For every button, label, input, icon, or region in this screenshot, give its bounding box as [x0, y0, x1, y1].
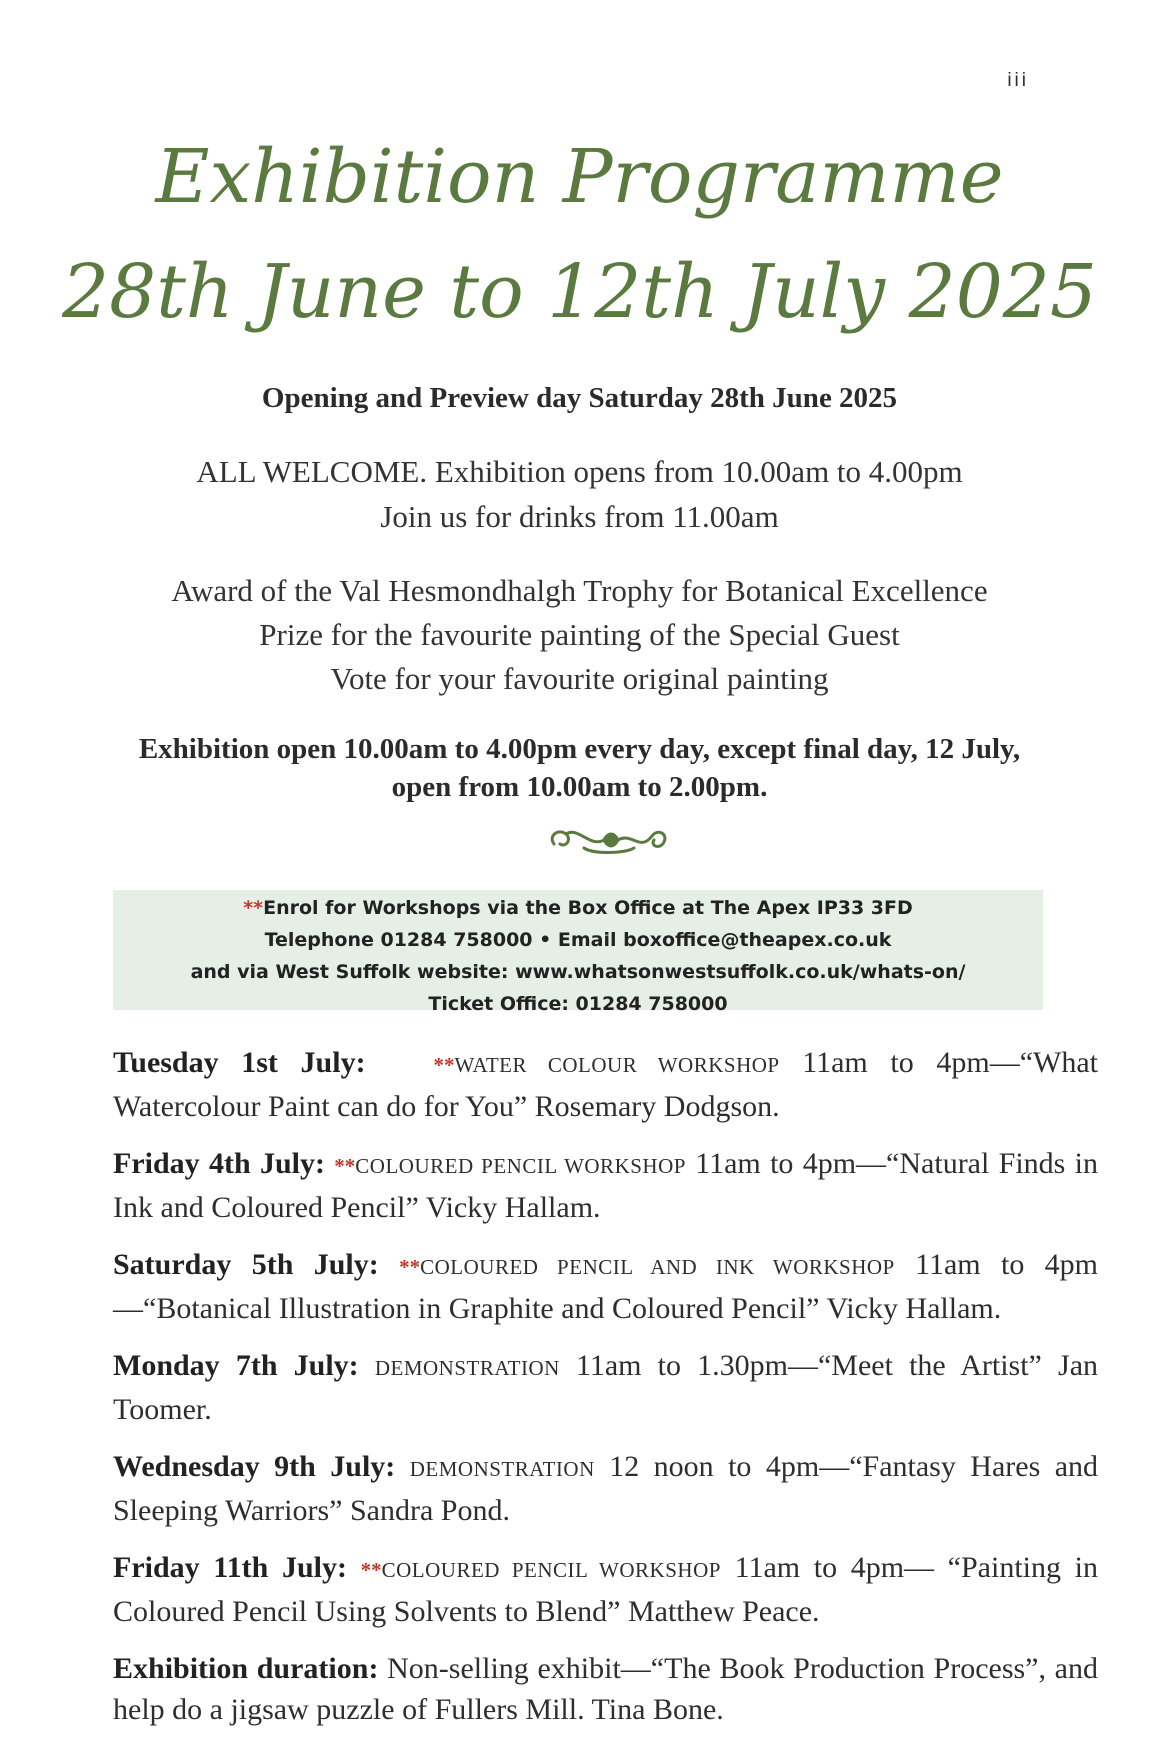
event-stars: ** — [433, 1053, 455, 1077]
event-stars: ** — [360, 1558, 382, 1582]
event-text: 11am to 4pm— “Painting in Coloured Pencil Using Solvents to Blend” Matthew Peace. — [113, 1551, 1098, 1628]
event-exhibition-duration — [113, 1648, 1098, 1730]
event-day: Friday 11th July: — [113, 1551, 347, 1584]
award-line-1: Award of the Val Hesmondhalgh Trophy for Botanical Excellence — [171, 573, 988, 608]
event-text: Non-selling exhibit—“The Book Production Process”, and help do a jigsaw puzzle of Fullers Mill. Tina Bone. — [113, 1652, 1098, 1726]
welcome-line-1: ALL WELCOME. Exhibition opens from 10.00am to 4.00pm — [196, 454, 963, 489]
event-day: Tuesday 1st July: — [113, 1046, 366, 1079]
event-friday-11 — [113, 1547, 1098, 1632]
enrolment-info-box — [113, 890, 1043, 1015]
event-text: 11am to 4pm—“Botanical Illustration in Graphite and Coloured Pencil” Vicky Hallam. — [113, 1248, 1099, 1325]
event-day: Exhibition duration: — [113, 1652, 379, 1685]
event-type: COLOURED PENCIL AND INK WORKSHOP — [420, 1255, 895, 1279]
opening-heading: Opening and Preview day Saturday 28th June 2025 — [261, 382, 898, 414]
event-type: DEMONSTRATION — [409, 1457, 595, 1481]
event-day: Monday 7th July: — [113, 1349, 359, 1382]
event-day: Saturday 5th July: — [113, 1248, 379, 1281]
event-stars: ** — [399, 1255, 421, 1279]
flourish-ornament-icon — [544, 822, 674, 858]
award-line-3: Vote for your favourite original painting — [330, 661, 829, 696]
event-type: COLOURED PENCIL WORKSHOP — [355, 1154, 686, 1178]
box-line-4: Ticket Office: 01284 758000 — [428, 993, 728, 1015]
box-line-1: **Enrol for Workshops via the Box Office at The Apex IP33 3FD — [243, 897, 913, 919]
event-tuesday-1 — [113, 1042, 1098, 1127]
hours-line-2: open from 10.00am to 2.00pm. — [391, 771, 768, 803]
event-text: 11am to 4pm—“What Watercolour Paint can do for You” Rosemary Dodgson. — [113, 1046, 1098, 1123]
event-day: Wednesday 9th July: — [113, 1450, 396, 1483]
event-type: COLOURED PENCIL WORKSHOP — [381, 1558, 721, 1582]
event-text: 11am to 1.30pm—“Meet the Artist” Jan Toomer. — [113, 1349, 1099, 1426]
event-day: Friday 4th July: — [113, 1147, 325, 1180]
event-type: WATER COLOUR WORKSHOP — [454, 1053, 780, 1077]
welcome-line-2: Join us for drinks from 11.00am — [380, 499, 779, 534]
event-text: 11am to 4pm—“Natural Finds in Ink and Coloured Pencil” Vicky Hallam. — [113, 1147, 1098, 1224]
event-stars: ** — [334, 1154, 356, 1178]
box-line-3: and via West Suffolk website: www.whatsonwestsuffolk.co.uk/whats-on/ — [190, 961, 966, 983]
event-friday-4 — [113, 1143, 1098, 1228]
page-number: iii — [1007, 70, 1029, 91]
hours-line-1: Exhibition open 10.00am to 4.00pm every day, except final day, 12 July, — [138, 733, 1021, 765]
event-monday-7 — [113, 1345, 1098, 1430]
award-line-2: Prize for the favourite painting of the Special Guest — [259, 617, 900, 652]
event-text: 12 noon to 4pm—“Fantasy Hares and Sleeping Warriors” Sandra Pond. — [113, 1450, 1099, 1527]
title-line-2: 28th June to 12th July 2025 — [62, 249, 1097, 335]
title-line-1: Exhibition Programme — [155, 134, 1004, 220]
box-stars: ** — [243, 897, 264, 919]
event-wednesday-9 — [113, 1446, 1098, 1531]
event-saturday-5 — [113, 1244, 1098, 1329]
box-line-2: Telephone 01284 758000 • Email boxoffice@theapex.co.uk — [264, 929, 892, 951]
event-type: DEMONSTRATION — [374, 1356, 560, 1380]
